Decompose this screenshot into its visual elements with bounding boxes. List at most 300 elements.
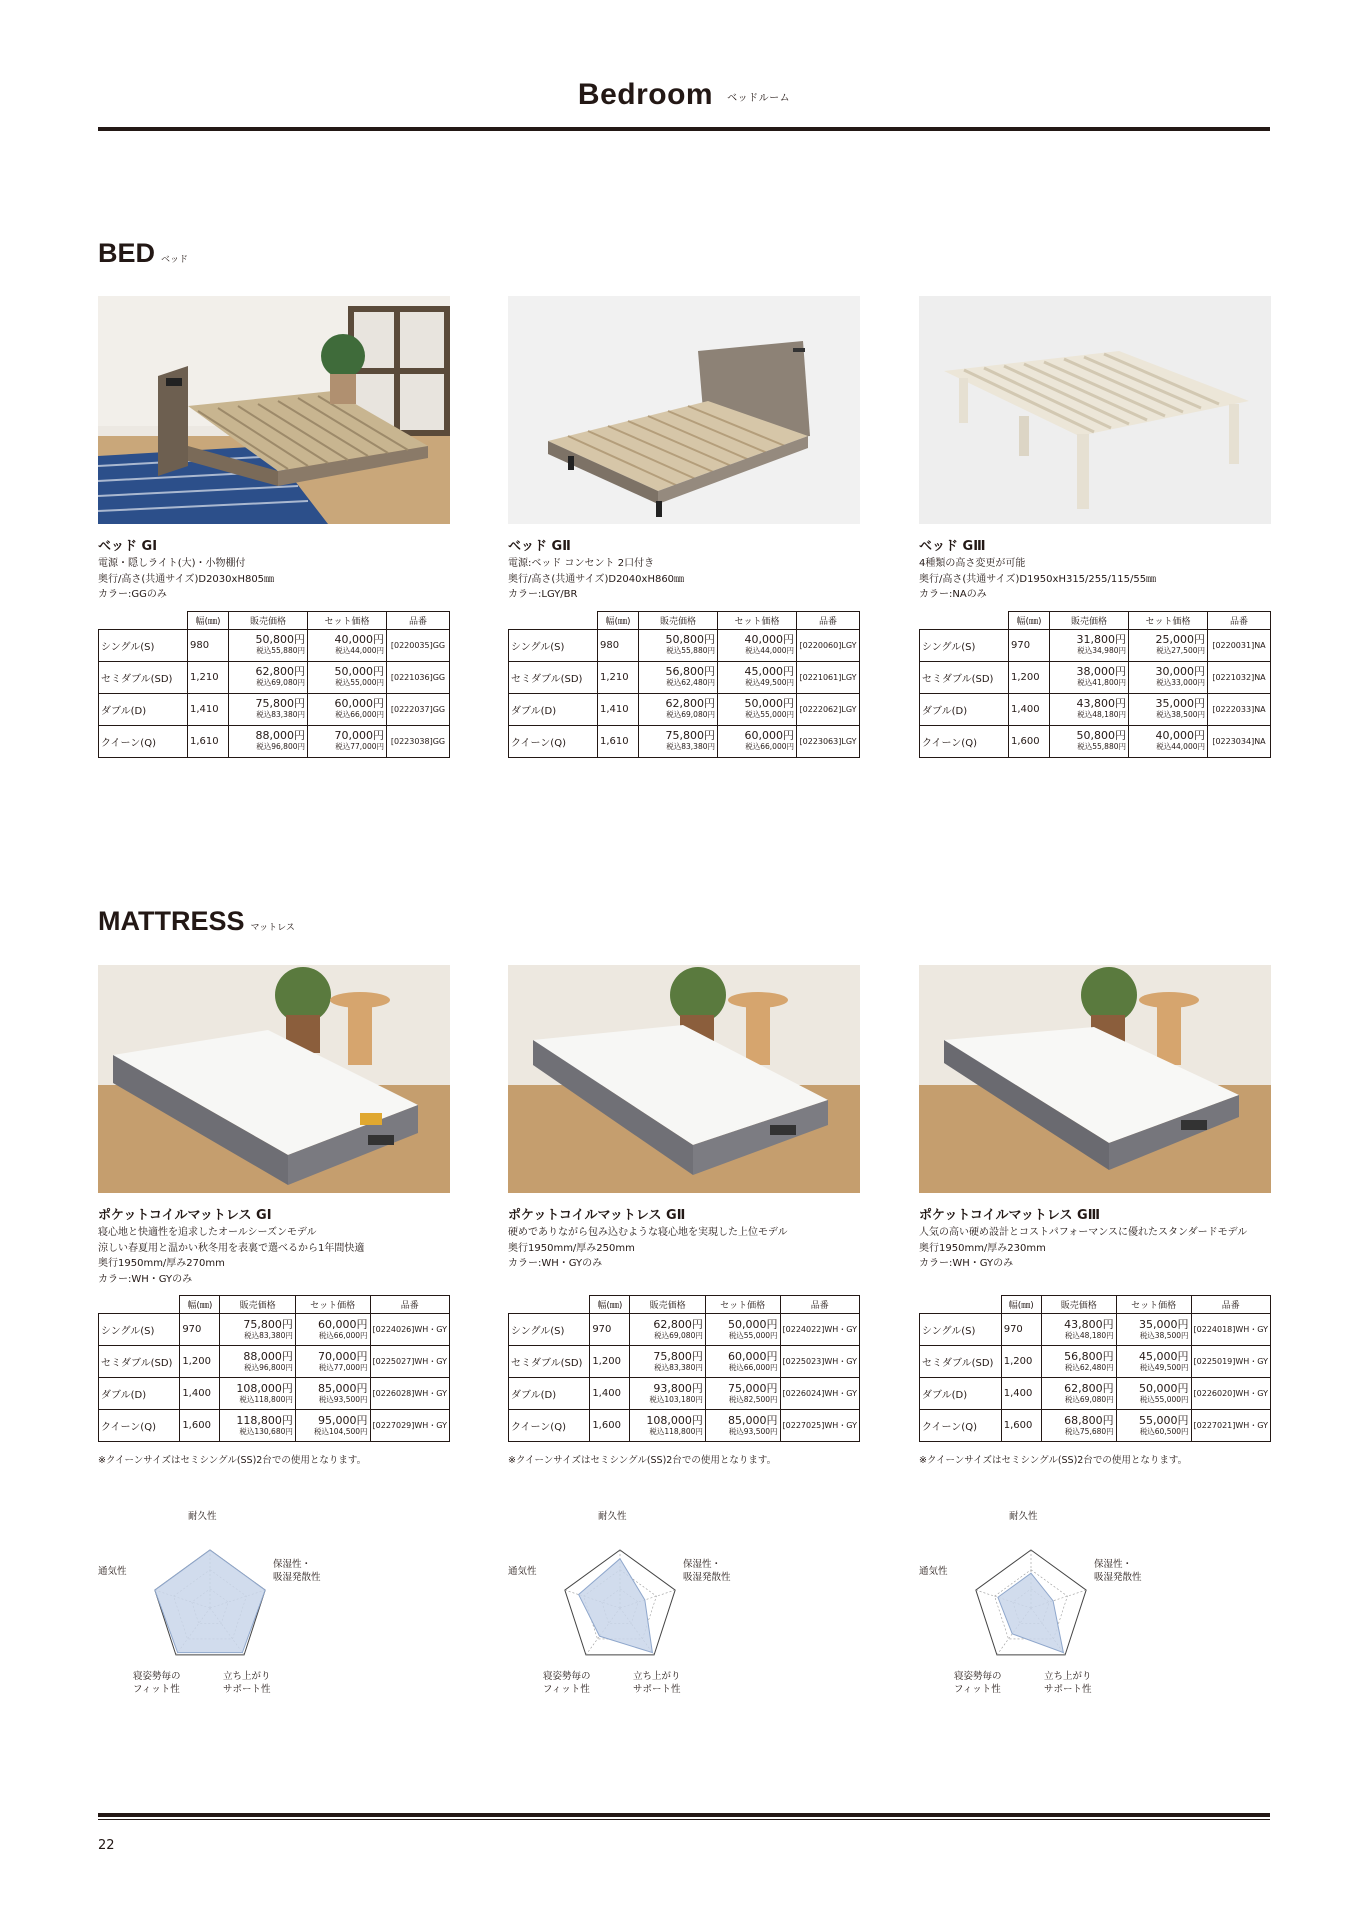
price-cell: [1050, 661, 1129, 693]
size-cell: クイーン(Q): [509, 725, 598, 757]
bed-g1-table: [98, 611, 450, 758]
code-cell: [0225023]WH・GY: [780, 1346, 859, 1378]
set-price-tax-value: 税込66,000円: [335, 710, 384, 719]
bed-g2-desc-2: 奥行/高さ(共通サイズ)D2040xH860㎜: [508, 573, 685, 585]
set-price-cell: [1129, 661, 1208, 693]
set-price-value: 50,000円: [1139, 1381, 1189, 1395]
mattress-g3-name: ポケットコイルマットレス GⅢ: [919, 1208, 1101, 1223]
price-cell: [639, 629, 718, 661]
price-value: 56,800円: [665, 665, 715, 678]
size-cell: セミダブル(SD): [509, 661, 598, 693]
code-cell: [0227029]WH・GY: [370, 1410, 449, 1442]
set-price-tax-value: 税込27,500円: [1156, 646, 1205, 655]
price-cell: [229, 725, 308, 757]
size-cell: ダブル(D): [920, 1378, 1002, 1410]
set-price-cell: [705, 1314, 780, 1346]
table-header-code: 品番: [1208, 611, 1271, 629]
table-header-set_price: セット価格: [705, 1296, 780, 1314]
price-cell: [1050, 693, 1129, 725]
price-value: 62,800円: [1064, 1381, 1114, 1395]
price-value: 88,000円: [243, 1349, 293, 1363]
price-value: 62,800円: [665, 697, 715, 710]
table-row: [509, 725, 860, 757]
code-cell: [0223038]GG: [387, 725, 450, 757]
price-value: 56,800円: [1064, 1349, 1114, 1363]
width-cell: 1,600: [1001, 1410, 1041, 1442]
code-cell: [0226020]WH・GY: [1191, 1378, 1270, 1410]
price-tax-value: 税込83,380円: [256, 710, 305, 719]
size-cell: クイーン(Q): [920, 725, 1009, 757]
set-price-value: 25,000円: [1155, 633, 1205, 646]
header-rule: [98, 127, 1270, 131]
table-header-code: 品番: [1191, 1296, 1270, 1314]
price-cell: [630, 1378, 705, 1410]
bed-g1-desc-3: カラー:GGのみ: [98, 589, 167, 600]
price-tax-value: 税込55,880円: [1077, 742, 1126, 751]
header-subtitle: ベッドルーム: [727, 92, 791, 104]
set-price-tax-value: 税込82,500円: [728, 1394, 778, 1404]
set-price-tax-value: 税込60,500円: [1139, 1426, 1189, 1436]
code-cell: [0221036]GG: [387, 661, 450, 693]
mattress-g2-table: [508, 1295, 860, 1442]
size-cell: シングル(S): [99, 1314, 180, 1346]
table-header-width: 幅(㎜): [590, 1296, 630, 1314]
price-tax-value: 税込48,180円: [1077, 710, 1126, 719]
mattress-g3-table: [919, 1295, 1271, 1442]
set-price-cell: [1129, 693, 1208, 725]
price-tax-value: 税込103,180円: [649, 1394, 703, 1404]
table-header-price: 販売価格: [229, 611, 308, 629]
code-cell: [0226024]WH・GY: [780, 1378, 859, 1410]
mattress-card-g2: [508, 965, 860, 1466]
size-cell: クイーン(Q): [99, 725, 188, 757]
mattress-g2-radar: [508, 1510, 758, 1700]
mattress-g2-desc-1: 硬めでありながら包み込むような寝心地を実現した上位モデル: [508, 1227, 788, 1238]
code-cell: [0224026]WH・GY: [370, 1314, 449, 1346]
width-cell: 1,210: [598, 661, 639, 693]
price-tax-value: 税込69,080円: [1064, 1394, 1114, 1404]
price-value: 93,800円: [653, 1381, 703, 1395]
price-tax-value: 税込55,880円: [256, 646, 305, 655]
code-cell: [0227025]WH・GY: [780, 1410, 859, 1442]
set-price-value: 55,000円: [1139, 1413, 1189, 1427]
set-price-tax-value: 税込33,000円: [1156, 678, 1205, 687]
set-price-value: 60,000円: [318, 1317, 368, 1331]
code-cell: [0223034]NA: [1208, 725, 1271, 757]
price-tax-value: 税込130,680円: [239, 1426, 293, 1436]
set-price-cell: [1116, 1378, 1191, 1410]
bed-g3-desc-3: カラー:NAのみ: [919, 589, 987, 600]
width-cell: 1,600: [180, 1410, 220, 1442]
code-cell: [0225019]WH・GY: [1191, 1346, 1270, 1378]
price-cell: [220, 1410, 295, 1442]
code-cell: [0227021]WH・GY: [1191, 1410, 1270, 1442]
width-cell: 1,410: [598, 693, 639, 725]
price-tax-value: 税込69,080円: [666, 710, 715, 719]
table-header-price: 販売価格: [630, 1296, 705, 1314]
code-cell: [0223063]LGY: [797, 725, 860, 757]
code-cell: [0221032]NA: [1208, 661, 1271, 693]
mattress-g2-image: [508, 965, 860, 1193]
set-price-tax-value: 税込104,500円: [314, 1426, 368, 1436]
bed-g1-image: [98, 296, 450, 524]
table-row: [509, 1378, 860, 1410]
size-cell: ダブル(D): [99, 1378, 180, 1410]
set-price-cell: [718, 661, 797, 693]
mattress-title: MATTRESS: [98, 906, 245, 936]
width-cell: 1,600: [1009, 725, 1050, 757]
set-price-tax-value: 税込38,500円: [1156, 710, 1205, 719]
set-price-tax-value: 税込55,000円: [728, 1330, 778, 1340]
table-header-price: 販売価格: [639, 611, 718, 629]
table-header-width: 幅(㎜): [180, 1296, 220, 1314]
table-row: [920, 661, 1271, 693]
footer-rule-thin: [98, 1819, 1270, 1820]
width-cell: 1,600: [590, 1410, 630, 1442]
set-price-tax-value: 税込49,500円: [1139, 1362, 1189, 1372]
radar-label-support: 立ち上がり サポート性: [1044, 1671, 1092, 1695]
mattress-g3-note: ※クイーンサイズはセミシングル(SS)2台での使用となります。: [919, 1455, 1188, 1466]
set-price-value: 40,000円: [1155, 729, 1205, 742]
set-price-cell: [295, 1314, 370, 1346]
set-price-value: 50,000円: [334, 665, 384, 678]
width-cell: 1,210: [188, 661, 229, 693]
table-header-set_price: セット価格: [1116, 1296, 1191, 1314]
price-tax-value: 税込96,800円: [256, 742, 305, 751]
table-row: [509, 693, 860, 725]
mattress-section-title: [98, 906, 295, 937]
table-header-width: 幅(㎜): [598, 611, 639, 629]
width-cell: 1,200: [1001, 1346, 1041, 1378]
price-tax-value: 税込34,980円: [1077, 646, 1126, 655]
mattress-g2-desc-3: カラー:WH・GYのみ: [508, 1258, 603, 1269]
radar-chart: [508, 1510, 758, 1700]
radar-label-moisture: 保湿性・ 吸湿発散性: [683, 1559, 731, 1583]
set-price-cell: [308, 661, 387, 693]
set-price-cell: [718, 693, 797, 725]
mattress-g1-desc-1: 寝心地と快適性を追求したオールシーズンモデル: [98, 1227, 317, 1238]
width-cell: 1,410: [188, 693, 229, 725]
price-value: 118,800円: [236, 1413, 293, 1427]
price-tax-value: 税込69,080円: [256, 678, 305, 687]
radar-label-durability: 耐久性: [1009, 1511, 1038, 1522]
size-cell: ダブル(D): [920, 693, 1009, 725]
set-price-value: 50,000円: [728, 1317, 778, 1331]
bed-g2-photo: [508, 296, 860, 524]
mattress-g1-desc-2: 涼しい春夏用と温かい秋冬用を表裏で選べるから1年間快適: [98, 1242, 365, 1254]
mattress-subtitle: マットレス: [250, 922, 295, 932]
size-cell: クイーン(Q): [920, 1410, 1002, 1442]
bed-g1-photo: [98, 296, 450, 524]
set-price-value: 40,000円: [744, 633, 794, 646]
price-cell: [630, 1346, 705, 1378]
price-cell: [639, 725, 718, 757]
table-header-price: 販売価格: [1041, 1296, 1116, 1314]
set-price-tax-value: 税込44,000円: [1156, 742, 1205, 751]
size-cell: クイーン(Q): [99, 1410, 180, 1442]
set-price-tax-value: 税込77,000円: [335, 742, 384, 751]
mattress-card-g1: [98, 965, 450, 1466]
mattress-g1-desc-4: カラー:WH・GYのみ: [98, 1273, 193, 1285]
radar-value-area: [155, 1550, 265, 1653]
size-cell: シングル(S): [509, 629, 598, 661]
mattress-g3-radar: [919, 1510, 1169, 1700]
size-cell: シングル(S): [509, 1314, 590, 1346]
table-row: [920, 693, 1271, 725]
set-price-value: 85,000円: [318, 1381, 368, 1395]
set-price-tax-value: 税込93,500円: [318, 1394, 368, 1404]
price-cell: [1050, 725, 1129, 757]
radar-chart: [919, 1510, 1169, 1700]
bed-g2-desc-3: カラー:LGY/BR: [508, 589, 578, 600]
table-header-code: 品番: [780, 1296, 859, 1314]
price-value: 68,800円: [1064, 1413, 1114, 1427]
radar-label-breathability: 通気性: [98, 1566, 127, 1577]
mattress-g2-photo: [508, 965, 860, 1193]
bed-g3-image: [919, 296, 1271, 524]
price-tax-value: 税込83,380円: [654, 1362, 703, 1372]
table-header-blank: [920, 611, 1009, 629]
size-cell: セミダブル(SD): [99, 1346, 180, 1378]
table-row: [99, 1314, 450, 1346]
set-price-cell: [308, 725, 387, 757]
mattress-g1-image: [98, 965, 450, 1193]
set-price-value: 70,000円: [318, 1349, 368, 1363]
table-row: [920, 1378, 1271, 1410]
code-cell: [0220035]GG: [387, 629, 450, 661]
width-cell: 980: [188, 629, 229, 661]
page-title: [98, 78, 1270, 112]
price-tax-value: 税込62,480円: [1064, 1362, 1114, 1372]
set-price-value: 75,000円: [728, 1381, 778, 1395]
table-header-width: 幅(㎜): [1001, 1296, 1041, 1314]
set-price-cell: [718, 725, 797, 757]
price-tax-value: 税込48,180円: [1064, 1330, 1114, 1340]
bed-g3-desc-2: 奥行/高さ(共通サイズ)D1950xH315/255/115/55㎜: [919, 573, 1157, 585]
table-header-blank: [99, 611, 188, 629]
mattress-g1-photo: [98, 965, 450, 1193]
price-cell: [1041, 1314, 1116, 1346]
bed-g1-name: ベッド GⅠ: [98, 539, 158, 554]
table-header-set_price: セット価格: [1129, 611, 1208, 629]
set-price-cell: [1116, 1410, 1191, 1442]
set-price-cell: [1116, 1346, 1191, 1378]
price-value: 75,800円: [243, 1317, 293, 1331]
price-cell: [220, 1378, 295, 1410]
bed-g2-table: [508, 611, 860, 758]
price-value: 31,800円: [1076, 633, 1126, 646]
width-cell: 970: [180, 1314, 220, 1346]
price-tax-value: 税込118,800円: [239, 1394, 293, 1404]
bed-card-g3: [919, 296, 1271, 758]
width-cell: 1,400: [590, 1378, 630, 1410]
table-row: [509, 1410, 860, 1442]
code-cell: [0220031]NA: [1208, 629, 1271, 661]
price-cell: [229, 693, 308, 725]
width-cell: 1,610: [598, 725, 639, 757]
table-header-code: 品番: [797, 611, 860, 629]
width-cell: 970: [1009, 629, 1050, 661]
mattress-card-g3: [919, 965, 1271, 1466]
set-price-tax-value: 税込44,000円: [335, 646, 384, 655]
set-price-cell: [295, 1346, 370, 1378]
radar-label-breathability: 通気性: [919, 1566, 948, 1577]
radar-label-support: 立ち上がり サポート性: [223, 1671, 271, 1695]
bed-g3-photo: [919, 296, 1271, 524]
price-cell: [630, 1410, 705, 1442]
set-price-tax-value: 税込38,500円: [1139, 1330, 1189, 1340]
table-header-set_price: セット価格: [308, 611, 387, 629]
table-row: [99, 725, 450, 757]
size-cell: シングル(S): [920, 629, 1009, 661]
size-cell: シングル(S): [99, 629, 188, 661]
radar-label-posture: 寝姿勢毎の フィット性: [543, 1671, 591, 1695]
set-price-cell: [705, 1346, 780, 1378]
price-tax-value: 税込96,800円: [244, 1362, 293, 1372]
radar-label-support: 立ち上がり サポート性: [633, 1671, 681, 1695]
price-value: 50,800円: [665, 633, 715, 646]
price-cell: [630, 1314, 705, 1346]
set-price-cell: [705, 1410, 780, 1442]
table-row: [509, 661, 860, 693]
table-header-width: 幅(㎜): [188, 611, 229, 629]
bed-g1-desc-1: 電源・隠しライト(大)・小物棚付: [98, 558, 246, 569]
set-price-cell: [705, 1378, 780, 1410]
width-cell: 1,400: [180, 1378, 220, 1410]
price-tax-value: 税込55,880円: [666, 646, 715, 655]
code-cell: [0222037]GG: [387, 693, 450, 725]
table-row: [99, 661, 450, 693]
set-price-value: 70,000円: [334, 729, 384, 742]
price-cell: [229, 661, 308, 693]
set-price-value: 35,000円: [1155, 697, 1205, 710]
bed-g3-name: ベッド GⅢ: [919, 539, 986, 554]
set-price-value: 45,000円: [1139, 1349, 1189, 1363]
mattress-g1-name: ポケットコイルマットレス GⅠ: [98, 1208, 272, 1223]
size-cell: ダブル(D): [99, 693, 188, 725]
mattress-g3-desc-2: 奥行1950mm/厚み230mm: [919, 1242, 1046, 1254]
code-cell: [0225027]WH・GY: [370, 1346, 449, 1378]
set-price-value: 50,000円: [744, 697, 794, 710]
mattress-g2-note: ※クイーンサイズはセミシングル(SS)2台での使用となります。: [508, 1455, 777, 1466]
table-header-set_price: セット価格: [295, 1296, 370, 1314]
width-cell: 1,400: [1001, 1378, 1041, 1410]
set-price-value: 35,000円: [1139, 1317, 1189, 1331]
set-price-tax-value: 税込66,000円: [745, 742, 794, 751]
code-cell: [0222062]LGY: [797, 693, 860, 725]
size-cell: ダブル(D): [509, 693, 598, 725]
price-cell: [1050, 629, 1129, 661]
mattress-g1-desc-3: 奥行1950mm/厚み270mm: [98, 1258, 225, 1269]
bed-card-g2: [508, 296, 860, 758]
size-cell: セミダブル(SD): [99, 661, 188, 693]
price-tax-value: 税込83,380円: [244, 1330, 293, 1340]
set-price-tax-value: 税込77,000円: [318, 1362, 368, 1372]
radar-label-durability: 耐久性: [188, 1511, 217, 1522]
size-cell: セミダブル(SD): [509, 1346, 590, 1378]
table-row: [920, 725, 1271, 757]
price-value: 43,800円: [1076, 697, 1126, 710]
page-number: 22: [98, 1838, 115, 1853]
set-price-cell: [295, 1410, 370, 1442]
set-price-tax-value: 税込55,000円: [1139, 1394, 1189, 1404]
radar-label-moisture: 保湿性・ 吸湿発散性: [273, 1559, 321, 1583]
mattress-g3-desc-3: カラー:WH・GYのみ: [919, 1258, 1014, 1269]
price-value: 62,800円: [255, 665, 305, 678]
table-row: [99, 629, 450, 661]
bed-g2-image: [508, 296, 860, 524]
table-row: [99, 1410, 450, 1442]
set-price-value: 40,000円: [334, 633, 384, 646]
footer-rule: [98, 1813, 1270, 1817]
width-cell: 1,200: [1009, 661, 1050, 693]
price-tax-value: 税込62,480円: [666, 678, 715, 687]
code-cell: [0226028]WH・GY: [370, 1378, 449, 1410]
table-header-set_price: セット価格: [718, 611, 797, 629]
price-tax-value: 税込69,080円: [654, 1330, 703, 1340]
width-cell: 970: [590, 1314, 630, 1346]
code-cell: [0224022]WH・GY: [780, 1314, 859, 1346]
size-cell: セミダブル(SD): [920, 1346, 1002, 1378]
code-cell: [0221061]LGY: [797, 661, 860, 693]
code-cell: [0224018]WH・GY: [1191, 1314, 1270, 1346]
set-price-cell: [1129, 725, 1208, 757]
set-price-cell: [308, 629, 387, 661]
set-price-cell: [718, 629, 797, 661]
header-title: Bedroom: [577, 78, 714, 111]
price-cell: [1041, 1410, 1116, 1442]
set-price-tax-value: 税込66,000円: [728, 1362, 778, 1372]
set-price-tax-value: 税込93,500円: [728, 1426, 778, 1436]
table-row: [99, 693, 450, 725]
set-price-value: 85,000円: [728, 1413, 778, 1427]
price-tax-value: 税込41,800円: [1077, 678, 1126, 687]
table-row: [99, 1378, 450, 1410]
set-price-tax-value: 税込49,500円: [745, 678, 794, 687]
price-value: 75,800円: [665, 729, 715, 742]
price-cell: [220, 1346, 295, 1378]
radar-label-posture: 寝姿勢毎の フィット性: [954, 1671, 1002, 1695]
price-cell: [639, 693, 718, 725]
price-value: 62,800円: [653, 1317, 703, 1331]
radar-label-posture: 寝姿勢毎の フィット性: [133, 1671, 181, 1695]
table-row: [509, 1314, 860, 1346]
mattress-g3-desc-1: 人気の高い硬め設計とコストパフォーマンスに優れたスタンダードモデル: [919, 1227, 1248, 1238]
price-cell: [1041, 1378, 1116, 1410]
radar-label-breathability: 通気性: [508, 1566, 537, 1577]
mattress-g2-desc-2: 奥行1950mm/厚み250mm: [508, 1242, 635, 1254]
size-cell: シングル(S): [920, 1314, 1002, 1346]
price-value: 108,000円: [646, 1413, 703, 1427]
table-header-price: 販売価格: [220, 1296, 295, 1314]
width-cell: 1,400: [1009, 693, 1050, 725]
table-row: [99, 1346, 450, 1378]
bed-title: BED: [98, 238, 156, 268]
mattress-g1-table: [98, 1295, 450, 1442]
table-header-code: 品番: [387, 611, 450, 629]
radar-chart: [98, 1510, 348, 1700]
bed-g2-name: ベッド GⅡ: [508, 539, 571, 554]
price-tax-value: 税込75,680円: [1064, 1426, 1114, 1436]
width-cell: 1,610: [188, 725, 229, 757]
set-price-cell: [308, 693, 387, 725]
set-price-value: 60,000円: [334, 697, 384, 710]
size-cell: クイーン(Q): [509, 1410, 590, 1442]
bed-card-g1: [98, 296, 450, 758]
mattress-g1-note: ※クイーンサイズはセミシングル(SS)2台での使用となります。: [98, 1455, 367, 1466]
bed-section-title: [98, 238, 188, 269]
table-header-blank: [509, 1296, 590, 1314]
